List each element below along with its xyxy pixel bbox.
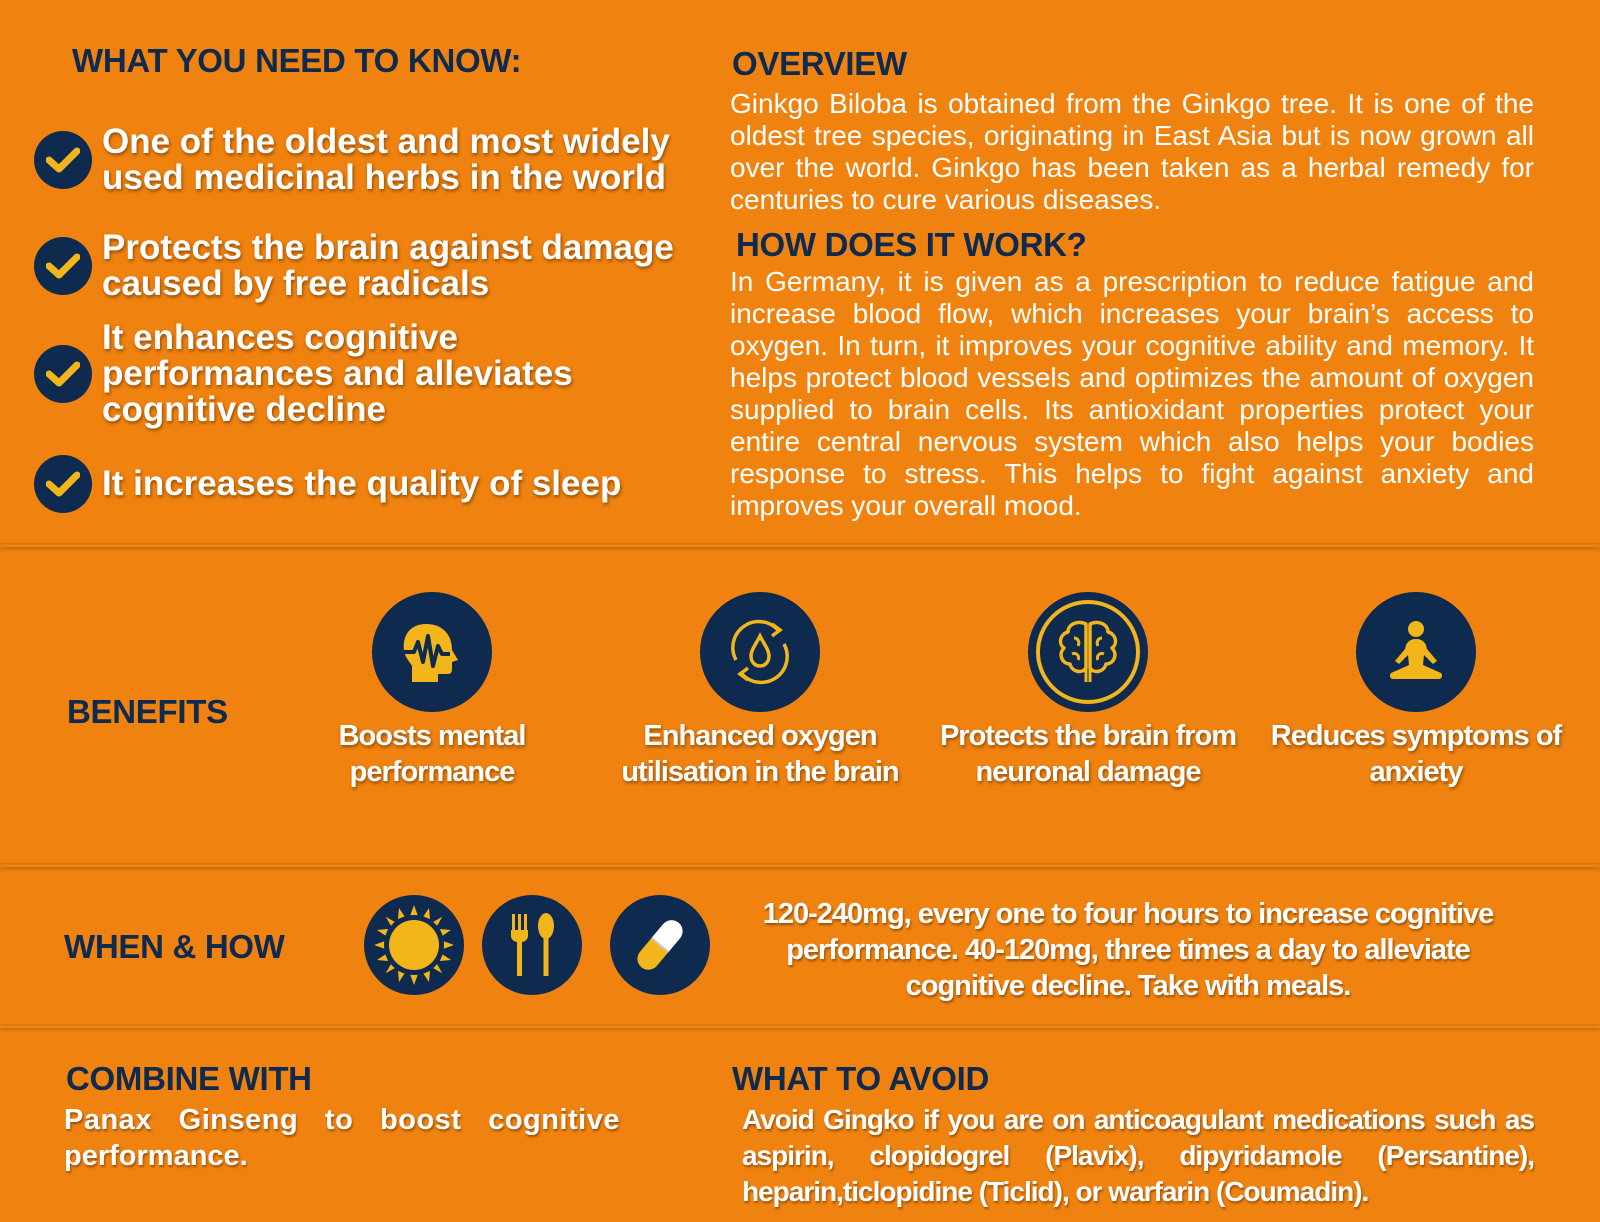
need-to-know-text: It enhances cognitive performances and alleviates cognitive decline xyxy=(102,318,573,429)
oxygen-cycle-icon xyxy=(700,592,820,712)
benefit-label: Reduces symptoms of anxiety xyxy=(1270,720,1562,788)
how-it-works-title: HOW DOES IT WORK? xyxy=(736,226,1087,263)
overview-title: OVERVIEW xyxy=(732,45,907,82)
sun-icon xyxy=(364,895,464,995)
need-to-know-item xyxy=(34,320,573,428)
benefit-label: Boosts mental performance xyxy=(338,720,526,788)
brain-activity-head-icon xyxy=(372,592,492,712)
what-to-avoid-title: WHAT TO AVOID xyxy=(732,1060,990,1097)
overview-text: Ginkgo Biloba is obtained from the Ginkgo tree. It is one of the oldest tree species, originating in East Asia but is now grown all over the world. Ginkgo has been taken as a herbal remedy for centuries to cure various diseases. xyxy=(730,88,1534,215)
section-divider xyxy=(0,543,1600,547)
need-to-know-item xyxy=(34,230,674,302)
check-icon xyxy=(34,345,92,403)
need-to-know-item xyxy=(34,124,670,196)
benefits-title: BENEFITS xyxy=(67,693,228,730)
check-icon xyxy=(34,237,92,295)
how-it-works-text: In Germany, it is given as a prescription to reduce fatigue and increase blood flow, which increases your brain’s access to oxygen. In turn, it improves your cognitive ability and memory. It helps protect blood vessels and optimizes the amount of oxygen supplied to brain cells. Its antioxidant properties protect your entire central nervous system which also helps your bodies response to stress. This helps to fight against anxiety and improves your overall mood. xyxy=(730,266,1534,521)
benefit-item xyxy=(610,592,910,790)
fork-spoon-icon xyxy=(482,895,582,995)
section-divider xyxy=(0,863,1600,867)
need-to-know-text: Protects the brain against damage caused by free radicals xyxy=(102,228,674,303)
combine-with-title: COMBINE WITH xyxy=(66,1060,312,1097)
section-divider xyxy=(0,1024,1600,1028)
meditation-icon xyxy=(1356,592,1476,712)
need-to-know-text: One of the oldest and most widely used medicinal herbs in the world xyxy=(102,122,670,197)
need-to-know-text: It increases the quality of sleep xyxy=(102,464,622,503)
what-to-avoid-text: Avoid Gingko if you are on anticoagulant medications such as aspirin, clopidogrel (Plavix), dipyridamole (Persantine), heparin,ticlopidine (Ticlid), or warfarin (Coumadin). xyxy=(742,1104,1534,1207)
when-how-title: WHEN & HOW xyxy=(64,928,285,965)
brain-icon xyxy=(1028,592,1148,712)
benefit-label: Protects the brain from neuronal damage xyxy=(939,720,1237,788)
need-to-know-title: WHAT YOU NEED TO KNOW: xyxy=(72,42,522,79)
benefit-label: Enhanced oxygen utilisation in the brain xyxy=(621,720,899,788)
benefit-item xyxy=(282,592,582,790)
when-how-text: 120-240mg, every one to four hours to increase cognitive performance. 40-120mg, three times a day to alleviate cognitive decline. Take with meals. xyxy=(762,898,1494,1002)
combine-with-text: Panax Ginseng to boost cognitive performance. xyxy=(64,1104,620,1172)
check-icon xyxy=(34,455,92,513)
need-to-know-item xyxy=(34,455,621,513)
benefit-item xyxy=(938,592,1238,790)
capsule-icon xyxy=(610,895,710,995)
check-icon xyxy=(34,131,92,189)
benefit-item xyxy=(1266,592,1566,790)
